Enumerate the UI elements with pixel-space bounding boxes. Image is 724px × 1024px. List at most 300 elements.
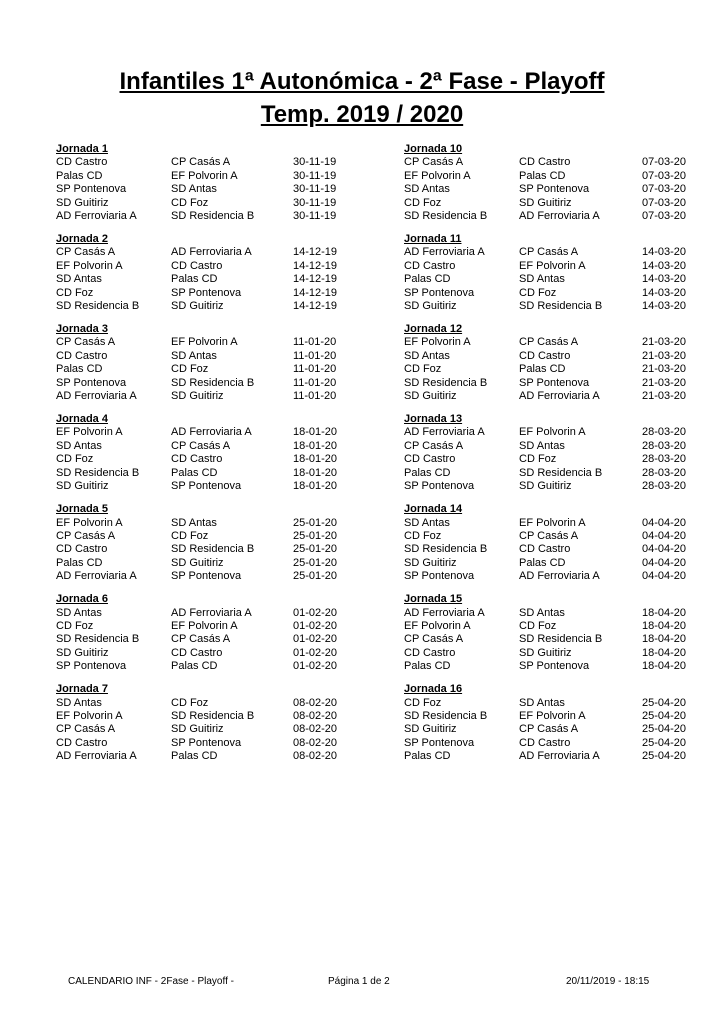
home-team: CD Castro bbox=[404, 646, 456, 659]
match-row bbox=[56, 647, 356, 660]
round-block bbox=[56, 323, 356, 403]
match-date: 07-03-20 bbox=[642, 169, 687, 182]
home-team: SP Pontenova bbox=[404, 570, 475, 583]
away-team: SD Residencia B bbox=[519, 633, 603, 646]
round-heading: Jornada 10 bbox=[404, 143, 463, 155]
round-block bbox=[404, 503, 704, 583]
match-row bbox=[404, 633, 704, 646]
away-team: SD Residencia B bbox=[519, 466, 603, 479]
match-date: 18-04-20 bbox=[642, 660, 687, 673]
round-heading: Jornada 14 bbox=[404, 503, 463, 516]
match-date: 14-12-19 bbox=[293, 273, 338, 286]
home-team: SP Pontenova bbox=[404, 736, 475, 749]
match-date: 14-03-20 bbox=[642, 246, 687, 259]
match-row bbox=[404, 543, 704, 556]
match-row bbox=[404, 697, 704, 710]
home-team: CD Castro bbox=[56, 736, 108, 749]
match-row bbox=[56, 390, 356, 403]
match-date: 04-04-20 bbox=[642, 543, 687, 556]
away-team: SP Pontenova bbox=[171, 286, 242, 299]
match-date: 01-02-20 bbox=[293, 619, 338, 632]
match-row bbox=[404, 273, 704, 286]
away-team: CD Foz bbox=[171, 363, 209, 376]
match-date: 07-03-20 bbox=[642, 183, 687, 196]
home-team: CP Casás A bbox=[56, 723, 116, 736]
home-team: Palas CD bbox=[56, 556, 103, 569]
away-team: Palas CD bbox=[519, 556, 566, 569]
away-team: SP Pontenova bbox=[519, 183, 590, 196]
match-date: 25-04-20 bbox=[642, 723, 687, 736]
home-team: EF Polvorin A bbox=[404, 169, 471, 182]
away-team: SD Guitiriz bbox=[519, 646, 572, 659]
match-date: 11-01-20 bbox=[293, 336, 337, 349]
match-date: 01-02-20 bbox=[293, 606, 338, 619]
match-date: 07-03-20 bbox=[642, 156, 687, 169]
away-team: SP Pontenova bbox=[171, 480, 242, 493]
match-row bbox=[56, 377, 356, 390]
match-row bbox=[404, 570, 704, 583]
match-row bbox=[56, 300, 356, 313]
home-team: SP Pontenova bbox=[56, 660, 127, 673]
home-team: SD Residencia B bbox=[56, 633, 140, 646]
match-date: 14-12-19 bbox=[293, 246, 338, 259]
match-date: 01-02-20 bbox=[293, 646, 338, 659]
match-row bbox=[56, 210, 356, 223]
match-row bbox=[56, 517, 356, 530]
away-team: CP Casás A bbox=[519, 336, 579, 349]
home-team: CP Casás A bbox=[56, 529, 116, 542]
match-date: 28-03-20 bbox=[642, 426, 687, 439]
match-row bbox=[404, 723, 704, 736]
match-date: 14-03-20 bbox=[642, 299, 687, 312]
match-date: 25-01-20 bbox=[293, 570, 338, 583]
match-row bbox=[56, 570, 356, 583]
match-date: 21-03-20 bbox=[642, 349, 687, 362]
match-date: 04-04-20 bbox=[642, 516, 687, 529]
home-team: CD Foz bbox=[404, 196, 442, 209]
round-heading: Jornada 12 bbox=[404, 323, 463, 336]
home-team: AD Ferroviaria A bbox=[56, 750, 137, 763]
away-team: CD Castro bbox=[519, 349, 571, 362]
match-row bbox=[56, 557, 356, 570]
match-row bbox=[404, 336, 704, 349]
home-team: CD Castro bbox=[56, 543, 108, 556]
match-date: 04-04-20 bbox=[642, 570, 687, 583]
home-team: Palas CD bbox=[404, 466, 451, 479]
match-date: 30-11-19 bbox=[293, 209, 337, 222]
match-date: 14-12-19 bbox=[293, 259, 338, 272]
away-team: AD Ferroviaria A bbox=[171, 426, 252, 439]
home-team: SD Antas bbox=[404, 516, 450, 529]
match-date: 07-03-20 bbox=[642, 209, 687, 222]
round-heading: Jornada 4 bbox=[56, 413, 108, 426]
match-row bbox=[404, 260, 704, 273]
round-block bbox=[56, 683, 356, 763]
home-team: CD Foz bbox=[56, 619, 94, 632]
match-date: 14-03-20 bbox=[642, 286, 687, 299]
match-date: 25-01-20 bbox=[293, 556, 338, 569]
away-team: SD Residencia B bbox=[171, 543, 255, 556]
home-team: SD Residencia B bbox=[56, 466, 140, 479]
match-date: 11-01-20 bbox=[293, 376, 337, 389]
home-team: Palas CD bbox=[56, 363, 103, 376]
home-team: CP Casás A bbox=[404, 156, 464, 169]
match-row bbox=[56, 633, 356, 646]
match-row bbox=[404, 426, 704, 439]
match-date: 04-04-20 bbox=[642, 556, 687, 569]
match-row bbox=[404, 197, 704, 210]
left-column bbox=[56, 143, 356, 773]
page-title: Infantiles 1ª Autonómica - 2ª Fase - Playoff bbox=[119, 68, 605, 95]
match-date: 08-02-20 bbox=[293, 723, 338, 736]
match-row bbox=[56, 750, 356, 763]
away-team: SP Pontenova bbox=[519, 376, 590, 389]
match-row bbox=[404, 517, 704, 530]
away-team: SP Pontenova bbox=[171, 570, 242, 583]
away-team: SP Pontenova bbox=[171, 736, 242, 749]
match-date: 01-02-20 bbox=[293, 633, 338, 646]
match-date: 18-01-20 bbox=[293, 480, 338, 493]
home-team: AD Ferroviaria A bbox=[404, 606, 485, 619]
match-row bbox=[56, 336, 356, 349]
match-date: 28-03-20 bbox=[642, 480, 687, 493]
match-date: 01-02-20 bbox=[293, 660, 338, 673]
away-team: CD Foz bbox=[519, 286, 557, 299]
home-team: SD Antas bbox=[404, 349, 450, 362]
match-row bbox=[404, 453, 704, 466]
away-team: SD Residencia B bbox=[171, 376, 255, 389]
match-date: 21-03-20 bbox=[642, 363, 687, 376]
match-date: 11-01-20 bbox=[293, 363, 337, 376]
away-team: SD Guitiriz bbox=[519, 480, 572, 493]
round-block bbox=[56, 503, 356, 583]
match-row bbox=[56, 453, 356, 466]
away-team: Palas CD bbox=[519, 363, 566, 376]
away-team: SD Residencia B bbox=[171, 709, 255, 722]
away-team: SD Guitiriz bbox=[171, 299, 224, 312]
match-row bbox=[404, 300, 704, 313]
home-team: SD Antas bbox=[56, 606, 102, 619]
match-row bbox=[404, 377, 704, 390]
match-date: 25-04-20 bbox=[642, 696, 687, 709]
away-team: CD Foz bbox=[171, 196, 209, 209]
home-team: CD Castro bbox=[56, 156, 108, 169]
away-team: CD Castro bbox=[519, 156, 571, 169]
match-row bbox=[56, 170, 356, 183]
match-date: 08-02-20 bbox=[293, 709, 338, 722]
away-team: SD Antas bbox=[171, 349, 217, 362]
home-team: SP Pontenova bbox=[56, 376, 127, 389]
home-team: CD Castro bbox=[56, 349, 108, 362]
match-row bbox=[404, 737, 704, 750]
away-team: EF Polvorin A bbox=[519, 516, 586, 529]
match-row bbox=[404, 710, 704, 723]
match-row bbox=[56, 697, 356, 710]
round-heading: Jornada 13 bbox=[404, 413, 463, 426]
match-date: 18-04-20 bbox=[642, 619, 687, 632]
match-date: 18-01-20 bbox=[293, 426, 338, 439]
match-row bbox=[56, 197, 356, 210]
match-date: 08-02-20 bbox=[293, 696, 338, 709]
away-team: CD Castro bbox=[171, 646, 223, 659]
round-block bbox=[404, 233, 704, 313]
away-team: AD Ferroviaria A bbox=[519, 570, 600, 583]
match-date: 25-04-20 bbox=[642, 750, 687, 763]
match-row bbox=[404, 156, 704, 169]
home-team: AD Ferroviaria A bbox=[404, 246, 485, 259]
match-row bbox=[404, 440, 704, 453]
away-team: SD Antas bbox=[171, 183, 217, 196]
away-team: CP Casás A bbox=[519, 246, 579, 259]
away-team: Palas CD bbox=[171, 750, 218, 763]
away-team: CP Casás A bbox=[519, 529, 579, 542]
away-team: SD Guitiriz bbox=[171, 390, 224, 403]
season-title: Temp. 2019 / 2020 bbox=[260, 101, 464, 128]
match-row bbox=[56, 440, 356, 453]
away-team: Palas CD bbox=[519, 169, 566, 182]
match-row bbox=[56, 710, 356, 723]
match-date: 25-01-20 bbox=[293, 516, 338, 529]
match-date: 14-12-19 bbox=[293, 286, 338, 299]
match-row bbox=[404, 557, 704, 570]
away-team: SD Antas bbox=[519, 696, 565, 709]
home-team: SP Pontenova bbox=[56, 183, 127, 196]
round-heading: Jornada 11 bbox=[404, 233, 462, 246]
match-row bbox=[56, 607, 356, 620]
match-date: 14-03-20 bbox=[642, 259, 687, 272]
home-team: CD Foz bbox=[56, 453, 94, 466]
match-row bbox=[404, 660, 704, 673]
away-team: EF Polvorin A bbox=[171, 336, 238, 349]
match-date: 11-01-20 bbox=[293, 349, 337, 362]
right-column bbox=[404, 143, 704, 773]
away-team: Palas CD bbox=[171, 273, 218, 286]
home-team: SD Residencia B bbox=[404, 709, 488, 722]
footer-page-number: Página 1 de 2 bbox=[328, 976, 390, 987]
match-row bbox=[56, 156, 356, 169]
home-team: SD Guitiriz bbox=[404, 299, 457, 312]
away-team: SD Guitiriz bbox=[519, 196, 572, 209]
away-team: EF Polvorin A bbox=[519, 709, 586, 722]
round-heading: Jornada 1 bbox=[56, 143, 108, 155]
match-row bbox=[56, 260, 356, 273]
home-team: SD Guitiriz bbox=[404, 723, 457, 736]
match-row bbox=[56, 543, 356, 556]
round-block bbox=[56, 593, 356, 673]
round-heading: Jornada 6 bbox=[56, 593, 108, 606]
away-team: SD Antas bbox=[171, 516, 217, 529]
home-team: CD Foz bbox=[404, 529, 442, 542]
match-date: 08-02-20 bbox=[293, 736, 338, 749]
match-date: 21-03-20 bbox=[642, 336, 687, 349]
away-team: AD Ferroviaria A bbox=[519, 750, 600, 763]
home-team: CD Castro bbox=[404, 259, 456, 272]
home-team: CD Foz bbox=[404, 363, 442, 376]
home-team: SD Residencia B bbox=[56, 299, 140, 312]
match-date: 25-04-20 bbox=[642, 736, 687, 749]
match-date: 14-12-19 bbox=[293, 299, 338, 312]
away-team: CD Castro bbox=[171, 259, 223, 272]
home-team: AD Ferroviaria A bbox=[56, 390, 137, 403]
home-team: EF Polvorin A bbox=[56, 709, 123, 722]
match-row bbox=[56, 363, 356, 376]
home-team: EF Polvorin A bbox=[404, 619, 471, 632]
away-team: EF Polvorin A bbox=[519, 259, 586, 272]
home-team: SP Pontenova bbox=[404, 286, 475, 299]
match-row bbox=[56, 480, 356, 493]
home-team: SD Guitiriz bbox=[404, 556, 457, 569]
away-team: SD Guitiriz bbox=[171, 723, 224, 736]
home-team: Palas CD bbox=[404, 273, 451, 286]
match-date: 21-03-20 bbox=[642, 390, 687, 403]
home-team: SD Guitiriz bbox=[56, 196, 109, 209]
round-heading: Jornada 16 bbox=[404, 683, 463, 696]
home-team: EF Polvorin A bbox=[56, 259, 123, 272]
match-row bbox=[56, 426, 356, 439]
match-date: 28-03-20 bbox=[642, 439, 687, 452]
match-date: 08-02-20 bbox=[293, 750, 338, 763]
away-team: CP Casás A bbox=[519, 723, 579, 736]
match-row bbox=[56, 246, 356, 259]
away-team: AD Ferroviaria A bbox=[171, 606, 252, 619]
home-team: Palas CD bbox=[404, 660, 451, 673]
match-row bbox=[56, 183, 356, 196]
match-date: 18-01-20 bbox=[293, 439, 338, 452]
match-row bbox=[404, 350, 704, 363]
match-row bbox=[404, 620, 704, 633]
away-team: SD Antas bbox=[519, 439, 565, 452]
home-team: AD Ferroviaria A bbox=[404, 426, 485, 439]
home-team: SD Guitiriz bbox=[56, 480, 109, 493]
match-row bbox=[404, 467, 704, 480]
match-date: 21-03-20 bbox=[642, 376, 687, 389]
match-date: 04-04-20 bbox=[642, 529, 687, 542]
home-team: CP Casás A bbox=[56, 246, 116, 259]
away-team: SP Pontenova bbox=[519, 660, 590, 673]
away-team: Palas CD bbox=[171, 660, 218, 673]
away-team: CD Foz bbox=[171, 696, 209, 709]
round-block bbox=[404, 143, 704, 223]
match-row bbox=[56, 737, 356, 750]
home-team: Palas CD bbox=[404, 750, 451, 763]
match-row bbox=[404, 390, 704, 403]
round-block bbox=[404, 593, 704, 673]
match-row bbox=[404, 530, 704, 543]
away-team: CD Castro bbox=[519, 543, 571, 556]
match-date: 11-01-20 bbox=[293, 390, 337, 403]
away-team: CP Casás A bbox=[171, 156, 231, 169]
match-date: 18-04-20 bbox=[642, 633, 687, 646]
home-team: SD Residencia B bbox=[404, 376, 488, 389]
footer-timestamp: 20/11/2019 - 18:15 bbox=[566, 976, 650, 987]
round-block bbox=[56, 233, 356, 313]
match-date: 07-03-20 bbox=[642, 196, 687, 209]
footer-document-name: CALENDARIO INF - 2Fase - Playoff - bbox=[68, 976, 234, 987]
match-date: 25-04-20 bbox=[642, 709, 687, 722]
match-row bbox=[404, 210, 704, 223]
match-row bbox=[56, 350, 356, 363]
match-row bbox=[56, 467, 356, 480]
round-heading: Jornada 15 bbox=[404, 593, 463, 606]
home-team: SD Guitiriz bbox=[56, 646, 109, 659]
match-date: 18-04-20 bbox=[642, 606, 687, 619]
match-row bbox=[56, 620, 356, 633]
away-team: CP Casás A bbox=[171, 633, 231, 646]
home-team: EF Polvorin A bbox=[56, 426, 123, 439]
away-team: CD Castro bbox=[519, 736, 571, 749]
home-team: CP Casás A bbox=[56, 336, 116, 349]
match-date: 18-01-20 bbox=[293, 466, 338, 479]
away-team: AD Ferroviaria A bbox=[171, 246, 252, 259]
home-team: SD Guitiriz bbox=[404, 390, 457, 403]
match-row bbox=[404, 287, 704, 300]
away-team: CP Casás A bbox=[171, 439, 231, 452]
home-team: CP Casás A bbox=[404, 633, 464, 646]
match-row bbox=[56, 723, 356, 736]
home-team: CP Casás A bbox=[404, 439, 464, 452]
away-team: CD Foz bbox=[519, 619, 557, 632]
home-team: SD Residencia B bbox=[404, 209, 488, 222]
home-team: CD Foz bbox=[56, 286, 94, 299]
round-block bbox=[404, 683, 704, 763]
round-block bbox=[56, 143, 356, 223]
match-row bbox=[56, 660, 356, 673]
round-block bbox=[56, 413, 356, 493]
match-date: 25-01-20 bbox=[293, 529, 338, 542]
home-team: AD Ferroviaria A bbox=[56, 570, 137, 583]
round-block bbox=[404, 323, 704, 403]
round-heading: Jornada 2 bbox=[56, 233, 108, 246]
match-row bbox=[404, 750, 704, 763]
home-team: SP Pontenova bbox=[404, 480, 475, 493]
round-heading: Jornada 5 bbox=[56, 503, 108, 516]
match-date: 30-11-19 bbox=[293, 183, 337, 196]
away-team: CD Foz bbox=[171, 529, 209, 542]
home-team: SD Antas bbox=[56, 439, 102, 452]
match-date: 18-04-20 bbox=[642, 646, 687, 659]
round-heading: Jornada 7 bbox=[56, 683, 108, 696]
match-date: 28-03-20 bbox=[642, 453, 687, 466]
home-team: SD Residencia B bbox=[404, 543, 488, 556]
away-team: AD Ferroviaria A bbox=[519, 209, 600, 222]
home-team: CD Castro bbox=[404, 453, 456, 466]
away-team: CD Castro bbox=[171, 453, 223, 466]
away-team: SD Residencia B bbox=[171, 209, 255, 222]
home-team: SD Antas bbox=[404, 183, 450, 196]
away-team: Palas CD bbox=[171, 466, 218, 479]
match-row bbox=[56, 287, 356, 300]
away-team: SD Guitiriz bbox=[171, 556, 224, 569]
home-team: CD Foz bbox=[404, 696, 442, 709]
away-team: SD Antas bbox=[519, 606, 565, 619]
home-team: SD Antas bbox=[56, 273, 102, 286]
match-row bbox=[404, 363, 704, 376]
match-date: 18-01-20 bbox=[293, 453, 338, 466]
away-team: SD Residencia B bbox=[519, 299, 603, 312]
match-row bbox=[404, 607, 704, 620]
match-date: 30-11-19 bbox=[293, 196, 337, 209]
match-row bbox=[404, 183, 704, 196]
match-date: 28-03-20 bbox=[642, 466, 687, 479]
match-date: 30-11-19 bbox=[293, 156, 337, 169]
away-team: CD Foz bbox=[519, 453, 557, 466]
match-row bbox=[404, 647, 704, 660]
away-team: SD Antas bbox=[519, 273, 565, 286]
home-team: Palas CD bbox=[56, 169, 103, 182]
match-row bbox=[404, 480, 704, 493]
away-team: AD Ferroviaria A bbox=[519, 390, 600, 403]
away-team: EF Polvorin A bbox=[519, 426, 586, 439]
